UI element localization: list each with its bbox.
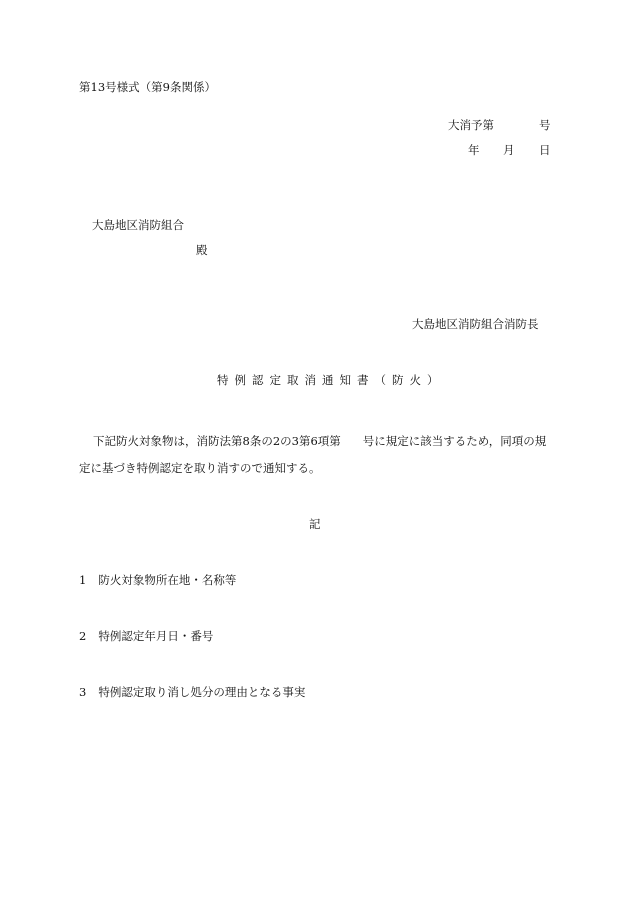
date-year: 年 [468,143,480,157]
item-label: 特例認定年月日・番号 [98,629,214,643]
body-line-1-part-1: 下記防火対象物は，消防法第8条の2の3第6項第 [93,434,341,448]
addressee-organization: 大島地区消防組合 [92,218,184,232]
form-number: 第13号様式（第9条関係） [79,80,216,94]
item-label: 防火対象物所在地・名称等 [98,573,237,587]
list-item [79,685,305,699]
body-line-1-part-2: 号に規定に該当するため，同項の規 [362,434,547,448]
list-item [79,629,213,643]
body-line-1 [93,434,546,448]
document-title: 特例認定取消通知書（防火） [217,373,445,387]
list-item [79,573,236,587]
item-number: 1 [79,573,87,587]
sender-name: 大島地区消防組合消防長 [412,317,539,331]
date-day: 日 [539,143,551,157]
item-number: 2 [79,629,87,643]
item-number: 3 [79,685,87,699]
reference-suffix: 号 [539,118,551,132]
item-label: 特例認定取り消し処分の理由となる事実 [98,685,306,699]
date-month: 月 [503,143,515,157]
addressee-honorific: 殿 [196,243,208,257]
reference-prefix: 大消予第 [448,118,494,132]
ki-heading: 記 [309,517,321,531]
body-line-2: 定に基づき特例認定を取り消すので通知する。 [79,461,321,475]
